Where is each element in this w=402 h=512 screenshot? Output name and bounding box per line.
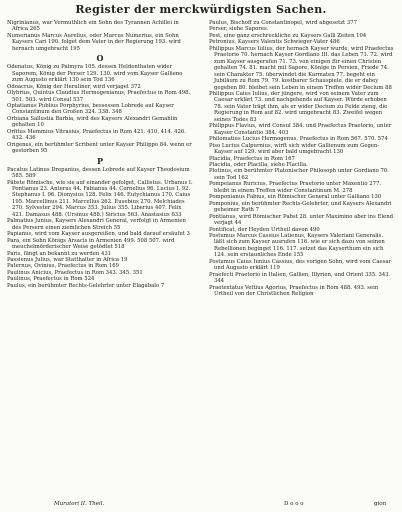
index-entry: Paulus, Bischoff zu Constantinopel, wird abgesetzt 377	[209, 20, 357, 26]
index-entry: Odoacrus, König der Heruliner, wird verjaget 372	[7, 83, 141, 90]
index-entry: Passienus Julius, war Statthalter in Africa 19	[7, 256, 128, 263]
index-entry: Paris, fängt an bekannt zu werden 431	[7, 250, 112, 257]
index-entry: Orfitus Memmius Vitrasius, Praefectus in Rom 421. 410. 414. 426. 432. 436	[7, 128, 186, 142]
index-entry: Philomatius Lucius Hermogenus, Praefectus in Rom 567. 570. 574	[209, 136, 388, 143]
index-entry: Palmatius Junius, Kaysers Alexandri General, verfolgt in Armenien des Persern einen ziemlichen Streich 55	[7, 218, 186, 231]
index-entry: Papianus, wird vom Kayser ausgereißen, und bald darauf ersäufet 3	[7, 231, 190, 238]
right-column	[209, 20, 395, 297]
index-entry: Philippus Flavius, wird Consul 384. und Praefectus Praetorio, unter Kayser Constantio 384. 403	[209, 123, 392, 136]
page-header: Register der merckwürdigsten Sachen.	[75, 3, 327, 16]
index-entry: Nigrinianus, war Vermuthlich ein Sohn des Tyrannen Achillei in Africa 265	[7, 20, 179, 33]
index-entry: Paulus, ein berühmter Rechts-Gelehrter unter Elagabalo 7	[7, 282, 165, 289]
index-entry: Pontianus, wird Römischer Pabst 28. unter Maximino aber ins Elend verjagt 44	[209, 213, 393, 227]
footer-volume: Muratori II. Theil.	[54, 501, 105, 507]
footer-catchword: gion	[374, 501, 387, 507]
index-entry: Placidia, Praefectus in Rom 167	[209, 155, 295, 162]
section-letter: P	[96, 155, 103, 166]
section-letter: O	[96, 53, 104, 64]
index-entry: Para, ein Sohn Königs Arsacis in Armenien 499. 508 507. wird meuchelmörderischer Weise getödtet 518	[7, 237, 175, 251]
index-entry: Pomponianus Fabius, ein Römischer General unter Galliano 130	[209, 194, 382, 201]
index-entry: Petronius, Kaysers Valentis Schwieger-Vater 486	[209, 39, 340, 46]
index-entry: Pacatus Latinus Drepanius, dessen Lobrede auf Kayser Theodosium 585. 589	[7, 166, 190, 180]
footer-signature: D o o o	[284, 501, 304, 507]
index-entry: Pomponius, ein berühmter Rechts-Gelehrter, und Kaysers Alexandri geheimer Rath 7	[209, 200, 392, 214]
index-entry: Perser, siehe Sapores.	[209, 26, 269, 33]
index-entry: Orbiana Sallustia Barbia, wird des Kaysers Alexandri Gemahlin gehalten 10	[7, 115, 178, 129]
index-entry: Postumus Marcus Cassius Latienus, Kaysers Valeriani Generalis. läßt sich zum Kayser ausrufen 116. wie er sich dazu von seinen Rebellionen beginget 116. 117. setzet das Kayserthum ein sich 124. sein erstaunliches Ende 155	[209, 232, 385, 259]
left-column	[7, 20, 193, 289]
index-entry: Optatianus Publius Porphyrius, bessessen Lobrede auf Kayser Constantinum den Großen 324. 338. 348	[7, 102, 174, 116]
index-entry: Praetextatus Vettius Agorius, Praefectus in Rom 488. 493. sein Urtheil von der Christlichen Religion	[209, 284, 379, 298]
index-entry: Paternus, Ovinius, Praefectus in Rom 169	[7, 263, 119, 270]
index-entry: Plotinus, ein berühmter Platonischer Philosoph unter Gordiano 70. sein Tod 162	[209, 168, 389, 181]
index-entry: Pontificat, der Heyden Urtheil davon 490	[209, 226, 320, 233]
index-entry: Paulinus, Praefectus in Rom 524	[7, 276, 95, 283]
index-entry: Pest, eine ganz erschreckliche zu Kaysers Galli Zeiten 104	[209, 32, 367, 39]
index-entry: Praefecti Praetorio in Italien, Gallien, Illyrien, und Orient 335. 343. 344	[209, 271, 391, 285]
index-entry: Odenatus, König zu Palmyra 105. dessen Heldenthaten wider Saporem, König der Perser 129. 130. wird vom Kayser Gallieno zum Augusto erklärt 130 sein Tod 136	[7, 64, 183, 84]
index-entry: Philippus Caius Iulius, der jüngere, wird von seinem Vater zum Caesar erklärt 73. und nachgehends auf Kayser. Würde erhoben 78. sein Vater trägt ihm, als er wider Decium zu Felde zieng, die Regierung in Rom auf 82. wird umgebracht 83. Zweifel wegen seines Todes 83	[209, 90, 388, 123]
index-entry: Pompeianus Ruricius, Praefectus Praetorio unter Maxentio 277. bleibt in einem Treffen wider Constantinum M. 278	[209, 181, 382, 194]
index-entry: Origenes, ein berühmter Scribent unter Kayser Philippo 84. wenn er gestorben 95	[7, 141, 192, 155]
index-entry: Piso Lucius Calpurnius, wirft sich wider Gallienum zum Gegen-Kayser auf 129. wird aber bald umgebracht 130	[209, 142, 380, 156]
index-entry: Numerianus Marcus Aurelius, oder Marcus Numerius, ein Sohn Kaysers Cari 190. folget dem Vater in der Regierung 193. wird hernach umgebracht 195	[7, 32, 181, 52]
index-entry: Philippus Marcus Iulius, der hernach Kayser wurde, wird Praefectus Praetorio 70. hernach Kayser Gordiano III. das Leben 71. 72. wird zum Kayser ausgerufen 71. 73. von einigen für einen Christen gehalten 74. 81. macht mit Sapore, Könige in Persien, Friede 74. sein Charakter 75. überwindet die Karmaten 77. begeht ein Jubiläum zu Rom 79. 79. kostbarer Schauspiele, die er dabey gegeben 80. bleibet sein Leben in einem Treffen wider Decium 88	[209, 45, 394, 91]
index-entry: Paulinus Anicius, Praefectus in Rom 343. 345. 351	[7, 269, 143, 276]
index-entry: Postumus Caius Iunius Cassius, des vorigen Sohn, wird vom Caesar und Augusto erklärt 119	[209, 258, 392, 272]
index-entry: Placidia, oder Placilla, siehe Flacilla.	[209, 161, 308, 168]
index-entry: Olybrius, Quintus Claudius Hermogenianus, Praefectus in Rom 498. 501. 503. wird Consul 537	[7, 90, 191, 103]
index-entry: Päbste Römische, wie sie auf einander gefolget, Callistus. Urbanus I. Pontianus 23. Anterus 44. Fabianus 44. Cornelius 96. Lucius I. 92. Stephanus I. 96. Dionysius 128. Felix 146. Eutychianus 170. Caius 195. Marcellinus 211. Marcellus 262. Eusebius 270. Melchiades 270. Sylvester 294. Marcus 353. Julius 355. Liberius 407. Felix 421. Damasus 488. (Ursinus 488.) Siricius 563. Anastasius 633	[7, 179, 193, 218]
